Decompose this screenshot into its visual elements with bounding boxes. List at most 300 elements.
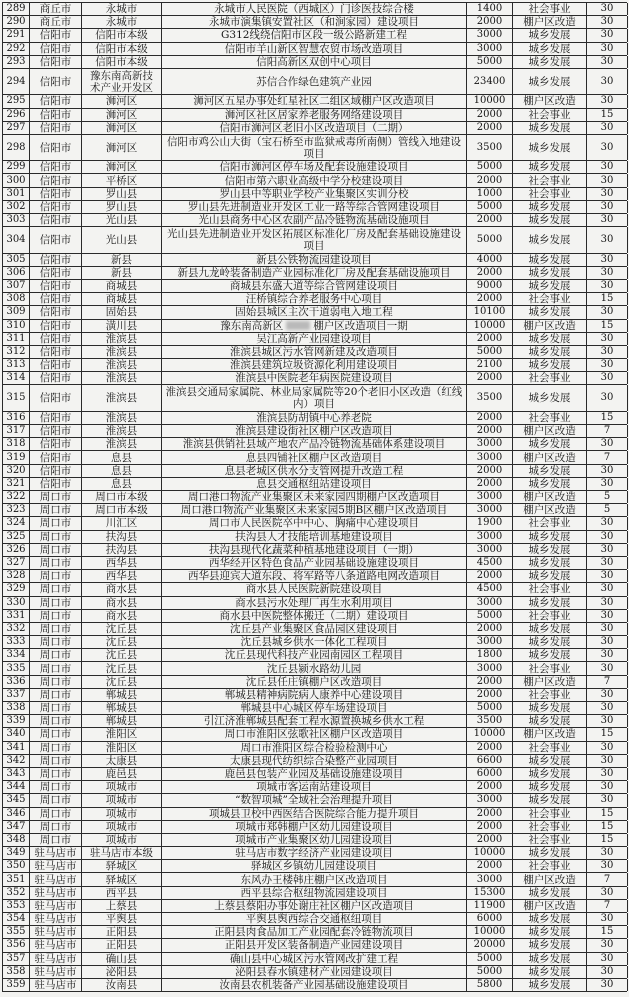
table-row — [3, 412, 627, 425]
city-cell: 信阳市 — [30, 135, 82, 160]
amount-cell: 5000 — [467, 953, 513, 965]
district-cell: 新县 — [82, 254, 162, 266]
category-cell: 社会事业 — [513, 860, 587, 872]
years-cell: 15 — [587, 320, 628, 332]
category-cell: 社会事业 — [513, 174, 587, 186]
table-row — [3, 174, 627, 187]
years-cell: 30 — [587, 636, 628, 648]
table-row — [3, 109, 627, 122]
amount-cell: 10000 — [467, 95, 513, 107]
project-name: 沈丘县任庄镇棚户区改造项目 — [162, 676, 467, 688]
years-cell: 15 — [587, 808, 628, 820]
years-cell: 30 — [587, 583, 628, 595]
years-cell: 30 — [587, 69, 628, 94]
years-cell: 30 — [587, 755, 628, 767]
project-name: 正阳县肉食品加工产业园配套冷链物流项目 — [162, 926, 467, 938]
table-row — [3, 610, 627, 623]
district-cell: 周口市本级 — [82, 504, 162, 516]
district-cell: 沈丘县 — [82, 623, 162, 635]
years-cell: 30 — [587, 333, 628, 345]
table-row — [3, 570, 627, 583]
amount-cell: 2100 — [467, 359, 513, 371]
city-cell: 周口市 — [30, 517, 82, 529]
amount-cell: 2000 — [467, 860, 513, 872]
city-cell: 信阳市 — [30, 214, 82, 226]
table-row — [3, 438, 627, 451]
city-cell: 信阳市 — [30, 254, 82, 266]
table-row — [3, 320, 627, 333]
table-row — [3, 504, 627, 517]
project-name: 新县公铁物流园建设项目 — [162, 254, 467, 266]
city-cell: 驻马店市 — [30, 900, 82, 912]
amount-cell: 2000 — [467, 293, 513, 305]
table-row — [3, 966, 627, 979]
amount-cell: 2000 — [467, 109, 513, 121]
amount-cell: 3000 — [467, 451, 513, 463]
table-row — [3, 3, 627, 16]
amount-cell: 3000 — [467, 531, 513, 543]
years-cell: 30 — [587, 531, 628, 543]
table-row — [3, 465, 627, 478]
table-row — [3, 715, 627, 728]
row-number: 335 — [3, 662, 30, 674]
project-name: 吴江高新产业园建设项目 — [162, 333, 467, 345]
years-cell: 30 — [587, 768, 628, 780]
amount-cell: 2000 — [467, 412, 513, 424]
amount-cell: 1000 — [467, 188, 513, 200]
years-cell: 30 — [587, 979, 628, 991]
amount-cell: 2000 — [467, 742, 513, 754]
project-name: “数智项城”全域社会治理提升项目 — [162, 794, 467, 806]
years-cell: 30 — [587, 280, 628, 292]
category-cell: 社会事业 — [513, 689, 587, 701]
project-name — [162, 320, 467, 332]
amount-cell: 10100 — [467, 306, 513, 318]
row-number: 310 — [3, 320, 30, 332]
years-cell: 30 — [587, 385, 628, 410]
category-cell: 城乡发展 — [513, 227, 587, 252]
years-cell: 30 — [587, 887, 628, 899]
table-row — [3, 913, 627, 926]
city-cell: 信阳市 — [30, 438, 82, 450]
project-name: 周口市淮阳区综合检验检测中心 — [162, 742, 467, 754]
years-cell: 30 — [587, 438, 628, 450]
years-cell: 30 — [587, 29, 628, 41]
category-cell: 城乡发展 — [513, 385, 587, 410]
district-cell: 淮滨县 — [82, 425, 162, 437]
table-row — [3, 768, 627, 781]
years-cell: 30 — [587, 43, 628, 55]
years-cell: 15 — [587, 109, 628, 121]
amount-cell: 1900 — [467, 517, 513, 529]
city-cell: 周口市 — [30, 662, 82, 674]
district-cell: 淮阳区 — [82, 742, 162, 754]
row-number: 359 — [3, 979, 30, 991]
district-cell: 光山县 — [82, 214, 162, 226]
district-cell: 淮滨县 — [82, 372, 162, 384]
city-cell: 信阳市 — [30, 43, 82, 55]
category-cell: 社会事业 — [513, 662, 587, 674]
project-name: 沈丘县产业集聚区食品园区建设项目 — [162, 623, 467, 635]
row-number: 352 — [3, 887, 30, 899]
row-number: 350 — [3, 860, 30, 872]
district-cell: 周口市本级 — [82, 491, 162, 503]
table-row — [3, 135, 627, 161]
category-cell: 棚户区改造 — [513, 873, 587, 885]
category-cell: 棚户区改造 — [513, 900, 587, 912]
row-number: 297 — [3, 122, 30, 134]
amount-cell: 2000 — [467, 372, 513, 384]
table-row — [3, 333, 627, 346]
row-number: 347 — [3, 821, 30, 833]
district-cell: 息县 — [82, 465, 162, 477]
category-cell: 城乡发展 — [513, 201, 587, 213]
table-row — [3, 821, 627, 834]
amount-cell: 2000 — [467, 689, 513, 701]
district-cell: 郸城县 — [82, 702, 162, 714]
amount-cell: 2000 — [467, 781, 513, 793]
years-cell: 30 — [587, 267, 628, 279]
district-cell: 潢川县 — [82, 320, 162, 332]
amount-cell: 4500 — [467, 557, 513, 569]
amount-cell: 3500 — [467, 135, 513, 160]
district-cell: 商水县 — [82, 597, 162, 609]
amount-cell: 3000 — [467, 597, 513, 609]
years-cell: 30 — [587, 188, 628, 200]
city-cell: 信阳市 — [30, 333, 82, 345]
category-cell: 城乡发展 — [513, 306, 587, 318]
district-cell: 西华县 — [82, 557, 162, 569]
project-name: 泌阳县春水镇建材产业园建设项目 — [162, 966, 467, 978]
project-name-part: 豫东南高新区 — [220, 319, 284, 332]
row-number: 302 — [3, 201, 30, 213]
city-cell: 周口市 — [30, 597, 82, 609]
district-cell: 泌阳县 — [82, 966, 162, 978]
city-cell: 周口市 — [30, 649, 82, 661]
years-cell: 30 — [587, 372, 628, 384]
table-row — [3, 873, 627, 886]
district-cell: 商城县 — [82, 293, 162, 305]
amount-cell: 4000 — [467, 254, 513, 266]
row-number: 332 — [3, 623, 30, 635]
years-cell: 30 — [587, 597, 628, 609]
district-cell: 沈丘县 — [82, 662, 162, 674]
district-cell: 扶沟县 — [82, 531, 162, 543]
row-number: 307 — [3, 280, 30, 292]
district-cell: 扶沟县 — [82, 544, 162, 556]
city-cell: 周口市 — [30, 781, 82, 793]
city-cell: 驻马店市 — [30, 953, 82, 965]
city-cell: 周口市 — [30, 702, 82, 714]
table-row — [3, 939, 627, 952]
row-number: 313 — [3, 359, 30, 371]
project-name: 沈丘县现代科技产业园南园区工程项目 — [162, 649, 467, 661]
district-cell: 沈丘县 — [82, 636, 162, 648]
category-cell: 城乡发展 — [513, 122, 587, 134]
amount-cell: 5000 — [467, 346, 513, 358]
row-number: 357 — [3, 953, 30, 965]
project-name: 光山县先进制造业开发区拓展区标准化厂房及配套基础设施建设项目 — [162, 227, 467, 252]
table-row — [3, 280, 627, 293]
table-row — [3, 953, 627, 966]
district-cell: 平舆县 — [82, 913, 162, 925]
category-cell: 社会事业 — [513, 372, 587, 384]
project-name: 汝南县农机装备产业园基础设施建设项目 — [162, 979, 467, 991]
city-cell: 信阳市 — [30, 372, 82, 384]
city-cell: 信阳市 — [30, 478, 82, 490]
table-row — [3, 201, 627, 214]
category-cell: 城乡发展 — [513, 531, 587, 543]
amount-cell: 3000 — [467, 636, 513, 648]
row-number: 289 — [3, 3, 30, 15]
table-row — [3, 188, 627, 201]
amount-cell: 1800 — [467, 649, 513, 661]
row-number: 333 — [3, 636, 30, 648]
table-row — [3, 887, 627, 900]
city-cell: 驻马店市 — [30, 847, 82, 859]
table-row — [3, 95, 627, 108]
category-cell: 社会事业 — [513, 188, 587, 200]
amount-cell: 10000 — [467, 320, 513, 332]
row-number: 353 — [3, 900, 30, 912]
amount-cell: 5000 — [467, 161, 513, 173]
city-cell: 信阳市 — [30, 56, 82, 68]
project-name: 项城市产业集聚区幼儿园建设项目 — [162, 834, 467, 846]
row-number: 291 — [3, 29, 30, 41]
amount-cell: 2000 — [467, 122, 513, 134]
row-number: 298 — [3, 135, 30, 160]
table-row — [3, 557, 627, 570]
row-number: 325 — [3, 531, 30, 543]
district-cell: 商城县 — [82, 280, 162, 292]
city-cell: 周口市 — [30, 570, 82, 582]
district-cell: 罗山县 — [82, 188, 162, 200]
row-number: 343 — [3, 768, 30, 780]
project-name: 淮滨县建筑垃圾资源化利用建设项目 — [162, 359, 467, 371]
city-cell: 信阳市 — [30, 359, 82, 371]
project-name: 鹿邑县包装产业园及基础设施建设项目 — [162, 768, 467, 780]
city-cell: 信阳市 — [30, 69, 82, 94]
table-row — [3, 860, 627, 873]
city-cell: 周口市 — [30, 544, 82, 556]
project-name: 商城县东盛大道等综合管网建设项目 — [162, 280, 467, 292]
project-name: 东风办王楼韩庄棚户区改造项目 — [162, 873, 467, 885]
table-row — [3, 306, 627, 319]
city-cell: 信阳市 — [30, 174, 82, 186]
district-cell: 西华县 — [82, 570, 162, 582]
project-name: 太康县现代纺织综合染整产业园项目 — [162, 755, 467, 767]
amount-cell: 5000 — [467, 227, 513, 252]
row-number: 349 — [3, 847, 30, 859]
amount-cell: 3500 — [467, 715, 513, 727]
amount-cell: 3000 — [467, 29, 513, 41]
project-name: 信阳高新区双创中心项目 — [162, 56, 467, 68]
table-row — [3, 755, 627, 768]
city-cell: 周口市 — [30, 768, 82, 780]
years-cell: 30 — [587, 794, 628, 806]
city-cell: 周口市 — [30, 808, 82, 820]
row-number: 322 — [3, 491, 30, 503]
district-cell: 平桥区 — [82, 174, 162, 186]
district-cell: 信阳市本级 — [82, 56, 162, 68]
city-cell: 周口市 — [30, 728, 82, 740]
row-number: 305 — [3, 254, 30, 266]
district-cell: 驿城区 — [82, 873, 162, 885]
years-cell: 30 — [587, 570, 628, 582]
city-cell: 信阳市 — [30, 425, 82, 437]
category-cell: 城乡发展 — [513, 913, 587, 925]
project-name: 周口市人民医院卒中中心、胸痛中心建设项目 — [162, 517, 467, 529]
category-cell: 城乡发展 — [513, 597, 587, 609]
district-cell: 光山县 — [82, 227, 162, 252]
table-row — [3, 702, 627, 715]
row-number: 356 — [3, 939, 30, 951]
amount-cell: 5000 — [467, 966, 513, 978]
table-row — [3, 689, 627, 702]
category-cell: 城乡发展 — [513, 135, 587, 160]
table-row — [3, 491, 627, 504]
years-cell: 30 — [587, 201, 628, 213]
city-cell: 信阳市 — [30, 293, 82, 305]
amount-cell: 2000 — [467, 267, 513, 279]
table-row — [3, 293, 627, 306]
years-cell: 30 — [587, 689, 628, 701]
category-cell: 城乡发展 — [513, 214, 587, 226]
row-number: 329 — [3, 583, 30, 595]
district-cell: 沈丘县 — [82, 649, 162, 661]
project-name: 永城市人民医院（西城区）门诊医技综合楼 — [162, 3, 467, 15]
years-cell: 5 — [587, 491, 628, 503]
row-number: 326 — [3, 544, 30, 556]
city-cell: 商丘市 — [30, 3, 82, 15]
amount-cell: 2000 — [467, 214, 513, 226]
district-cell: 淮滨县 — [82, 438, 162, 450]
amount-cell: 5000 — [467, 610, 513, 622]
district-cell: 豫东南高新技术产业开发区 — [82, 69, 162, 94]
years-cell: 7 — [587, 873, 628, 885]
category-cell: 棚户区改造 — [513, 504, 587, 516]
project-name: 商水县人民医院新院建设项目 — [162, 583, 467, 595]
city-cell: 驻马店市 — [30, 966, 82, 978]
table-row — [3, 254, 627, 267]
table-row — [3, 636, 627, 649]
district-cell: 息县 — [82, 478, 162, 490]
project-name: 扶沟县人才技能培训基地建设项目 — [162, 531, 467, 543]
amount-cell: 2000 — [467, 623, 513, 635]
years-cell: 30 — [587, 544, 628, 556]
category-cell: 城乡发展 — [513, 649, 587, 661]
years-cell: 30 — [587, 174, 628, 186]
table-row — [3, 544, 627, 557]
project-name: G312线绕信阳市区段一级公路新建工程 — [162, 29, 467, 41]
city-cell: 信阳市 — [30, 267, 82, 279]
table-row — [3, 781, 627, 794]
row-number: 341 — [3, 742, 30, 754]
category-cell: 城乡发展 — [513, 570, 587, 582]
amount-cell: 11900 — [467, 900, 513, 912]
district-cell: 淮滨县 — [82, 346, 162, 358]
district-cell: 商水县 — [82, 610, 162, 622]
category-cell: 城乡发展 — [513, 69, 587, 94]
district-cell: 沈丘县 — [82, 676, 162, 688]
category-cell: 社会事业 — [513, 610, 587, 622]
project-name: 沈丘县城乡供水一体化工程项目 — [162, 636, 467, 648]
city-cell: 周口市 — [30, 491, 82, 503]
city-cell: 周口市 — [30, 821, 82, 833]
city-cell: 信阳市 — [30, 29, 82, 41]
table-row — [3, 267, 627, 280]
district-cell: 浉河区 — [82, 109, 162, 121]
amount-cell: 5000 — [467, 201, 513, 213]
project-name: 淮滨县供销社县域产地农产品冷链物流基础体系建设项目 — [162, 438, 467, 450]
years-cell: 15 — [587, 834, 628, 846]
district-cell: 驿城区 — [82, 860, 162, 872]
row-number: 339 — [3, 715, 30, 727]
project-name: 郸城县中心城区停车场建设项目 — [162, 702, 467, 714]
row-number: 316 — [3, 412, 30, 424]
project-name: 西华经开区特色食品产业园基础设施建设项目 — [162, 557, 467, 569]
district-cell: 永城市 — [82, 16, 162, 28]
redacted-blur — [286, 321, 310, 330]
district-cell: 淮阳区 — [82, 728, 162, 740]
years-cell: 30 — [587, 557, 628, 569]
district-cell: 信阳市本级 — [82, 43, 162, 55]
category-cell: 城乡发展 — [513, 939, 587, 951]
district-cell: 息县 — [82, 451, 162, 463]
years-cell: 30 — [587, 16, 628, 28]
city-cell: 驻马店市 — [30, 926, 82, 938]
category-cell: 城乡发展 — [513, 438, 587, 450]
category-cell: 城乡发展 — [513, 544, 587, 556]
amount-cell: 10000 — [467, 847, 513, 859]
category-cell: 城乡发展 — [513, 847, 587, 859]
row-number: 323 — [3, 504, 30, 516]
years-cell: 30 — [587, 860, 628, 872]
years-cell: 30 — [587, 623, 628, 635]
amount-cell: 2000 — [467, 174, 513, 186]
project-name: 苏信合作绿色建筑产业园 — [162, 69, 467, 94]
amount-cell: 2000 — [467, 676, 513, 688]
row-number: 348 — [3, 834, 30, 846]
years-cell: 30 — [587, 122, 628, 134]
category-cell: 棚户区改造 — [513, 320, 587, 332]
row-number: 315 — [3, 385, 30, 410]
city-cell: 商丘市 — [30, 16, 82, 28]
project-name-part: 棚户区改造项目一期 — [313, 319, 408, 332]
years-cell: 30 — [587, 953, 628, 965]
district-cell: 上蔡县 — [82, 900, 162, 912]
amount-cell: 20000 — [467, 939, 513, 951]
category-cell: 城乡发展 — [513, 966, 587, 978]
row-number: 300 — [3, 174, 30, 186]
category-cell: 城乡发展 — [513, 333, 587, 345]
city-cell: 信阳市 — [30, 188, 82, 200]
project-name: 西平县综合枢纽物流园建设项目 — [162, 887, 467, 899]
table-row — [3, 623, 627, 636]
project-name: 项城市客运南站建设项目 — [162, 781, 467, 793]
years-cell: 7 — [587, 676, 628, 688]
project-name: 罗山县先进制造业开发区工业一路等综合管网建设项目 — [162, 201, 467, 213]
years-cell: 30 — [587, 227, 628, 252]
row-number: 344 — [3, 781, 30, 793]
years-cell: 30 — [587, 135, 628, 160]
district-cell: 正阳县 — [82, 939, 162, 951]
years-cell: 15 — [587, 926, 628, 938]
project-name: 淮滨县中医院老年病医院建设项目 — [162, 372, 467, 384]
amount-cell: 23400 — [467, 69, 513, 94]
city-cell: 驻马店市 — [30, 860, 82, 872]
amount-cell: 3000 — [467, 438, 513, 450]
